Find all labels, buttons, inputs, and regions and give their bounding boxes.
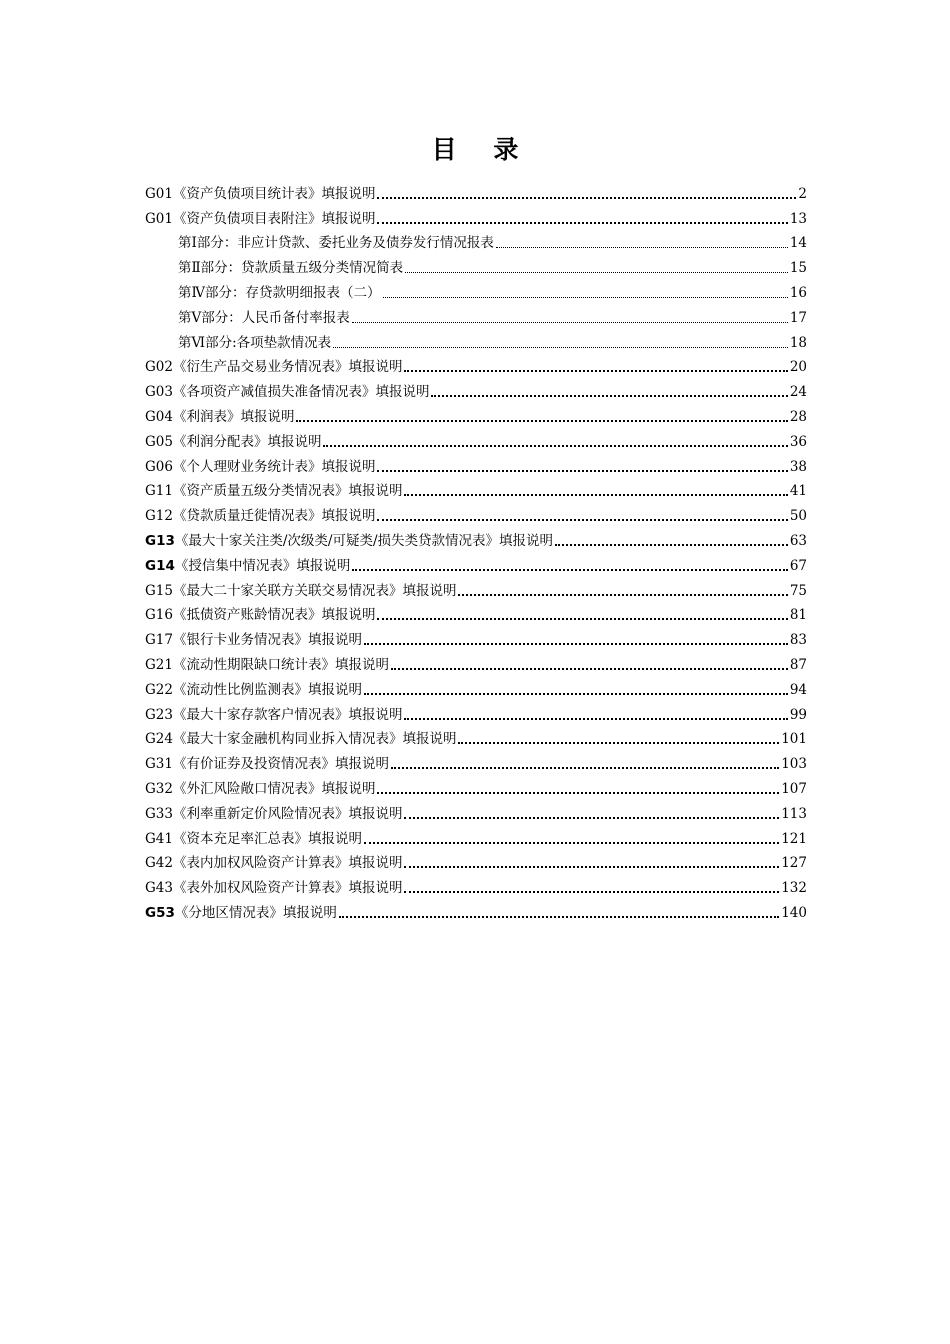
- toc-entry-page-number: 17: [789, 309, 807, 326]
- toc-entry-text: 《衍生产品交易业务情况表》填报说明: [172, 359, 403, 376]
- toc-entry-page-number: 113: [781, 805, 807, 822]
- toc-entry-code: G32: [145, 780, 173, 797]
- toc-entry-page-number: 63: [789, 532, 807, 549]
- toc-entry-label: [145, 482, 402, 500]
- toc-entry-page-number: 107: [781, 780, 807, 797]
- dot-leader: [458, 742, 779, 744]
- dot-leader: [391, 668, 788, 670]
- toc-entry-page-number: 41: [789, 483, 807, 500]
- toc-entry-label: [145, 210, 375, 228]
- toc-entry[interactable]: [145, 773, 807, 798]
- toc-entry[interactable]: [145, 277, 807, 302]
- dot-leader: [404, 817, 779, 819]
- dot-leader: [391, 767, 779, 769]
- dot-leader: [404, 891, 779, 893]
- toc-entry-code: G02: [145, 359, 173, 376]
- toc-entry-text: 《个人理财业务统计表》填报说明: [172, 458, 376, 475]
- toc-entry-page-number: 14: [789, 235, 807, 252]
- toc-entry-code: G43: [145, 880, 173, 897]
- toc-entry-text: 《最大十家存款客户情况表》填报说明: [172, 706, 403, 723]
- toc-entry-text: 第Ⅱ部分：贷款质量五级分类情况简表: [178, 260, 404, 277]
- toc-entry[interactable]: [145, 203, 807, 228]
- toc-entry-code: G01: [145, 210, 173, 227]
- toc-entry-page-number: 87: [789, 656, 807, 673]
- toc-entry[interactable]: [145, 401, 807, 426]
- toc-entry[interactable]: [145, 848, 807, 873]
- toc-entry[interactable]: [145, 897, 807, 922]
- toc-entry-code: G16: [145, 607, 173, 624]
- toc-entry-text: 《流动性比例监测表》填报说明: [172, 681, 362, 698]
- dot-leader: [404, 370, 787, 372]
- dot-leader: [458, 594, 787, 596]
- toc-entry[interactable]: [145, 525, 807, 550]
- dot-leader: [296, 420, 787, 422]
- toc-entry-code: G17: [145, 632, 173, 649]
- toc-entry[interactable]: [145, 451, 807, 476]
- toc-entry-text: 《表内加权风险资产计算表》填报说明: [172, 855, 403, 872]
- toc-entry-page-number: 121: [781, 830, 807, 847]
- toc-entry[interactable]: [145, 699, 807, 724]
- toc-entry-page-number: 50: [789, 508, 807, 525]
- dot-leader: [405, 272, 788, 273]
- dot-leader: [364, 693, 788, 695]
- toc-entry[interactable]: [145, 302, 807, 327]
- toc-entry-code: G15: [145, 582, 173, 599]
- toc-entry-page-number: 75: [789, 582, 807, 599]
- toc-entry-label: [145, 433, 321, 451]
- toc-entry-text: 《利润分配表》填报说明: [172, 433, 322, 450]
- toc-entry-label: [145, 408, 294, 426]
- dot-leader: [496, 247, 788, 248]
- toc-entry-text: 《外汇风险敞口情况表》填报说明: [172, 780, 376, 797]
- toc-entry-code: G24: [145, 731, 173, 748]
- toc-entry-page-number: 67: [789, 557, 807, 574]
- toc-entry-text: 《抵债资产账龄情况表》填报说明: [172, 607, 376, 624]
- toc-entry-label: [145, 780, 375, 798]
- toc-entry-text: 《授信集中情况表》填报说明: [174, 557, 351, 574]
- toc-entry[interactable]: [145, 798, 807, 823]
- toc-entry-label: [145, 656, 389, 674]
- dot-leader: [555, 544, 788, 546]
- toc-entry[interactable]: [145, 376, 807, 401]
- dot-leader: [377, 618, 787, 620]
- toc-entry-label: [178, 259, 403, 277]
- dot-leader: [377, 197, 796, 199]
- toc-entry[interactable]: [145, 724, 807, 749]
- toc-entry-label: [145, 755, 389, 773]
- toc-entry-page-number: 15: [789, 260, 807, 277]
- toc-entry-text: 第Ⅵ部分:各项垫款情况表: [178, 334, 332, 351]
- toc-entry-text: 《最大十家关注类/次级类/可疑类/损失类贷款情况表》填报说明: [174, 532, 554, 549]
- toc-entry-code: G21: [145, 656, 173, 673]
- toc-entry-page-number: 13: [789, 210, 807, 227]
- toc-entry[interactable]: [145, 352, 807, 377]
- toc-entry-code: G23: [145, 706, 173, 723]
- toc-entry-code: G06: [145, 458, 173, 475]
- toc-entry-text: 《资产质量五级分类情况表》填报说明: [172, 483, 403, 500]
- toc-entry-text: 第Ⅰ部分：非应计贷款、委托业务及债券发行情况报表: [178, 235, 494, 252]
- toc-entry-text: 《各项资产减值损失准备情况表》填报说明: [172, 384, 430, 401]
- toc-entry-label: [145, 706, 402, 724]
- toc-entry-page-number: 127: [781, 855, 807, 872]
- toc-entry-text: 《资产负债项目表附注》填报说明: [172, 210, 376, 227]
- toc-entry-label: [145, 185, 375, 203]
- toc-entry-label: [145, 458, 375, 476]
- toc-entry-page-number: 83: [789, 632, 807, 649]
- toc-entry-label: [145, 904, 337, 922]
- dot-leader: [404, 494, 787, 496]
- dot-leader: [431, 395, 787, 397]
- toc-entry-page-number: 81: [789, 607, 807, 624]
- toc-entry-page-number: 16: [789, 284, 807, 301]
- toc-entry-text: 《利润表》填报说明: [172, 408, 295, 425]
- toc-entry-label: [145, 507, 375, 525]
- toc-entry-page-number: 103: [781, 756, 807, 773]
- toc-entry-label: [145, 582, 456, 600]
- toc-entry-label: [145, 681, 362, 699]
- toc-entry-label: [145, 879, 402, 897]
- toc-entry-code: G03: [145, 384, 173, 401]
- toc-entry-page-number: 38: [789, 458, 807, 475]
- toc-entry-text: 《最大二十家关联方关联交易情况表》填报说明: [172, 582, 457, 599]
- toc-entry-text: 《贷款质量迁徙情况表》填报说明: [172, 508, 376, 525]
- toc-entry-text: 《资产负债项目统计表》填报说明: [172, 185, 376, 202]
- toc-entry-label: [145, 854, 402, 872]
- toc-entry-label: [145, 631, 362, 649]
- dot-leader: [352, 322, 788, 323]
- dot-leader: [404, 718, 787, 720]
- dot-leader: [352, 569, 787, 571]
- toc-entry-text: 《表外加权风险资产计算表》填报说明: [172, 880, 403, 897]
- toc-entry-code: G05: [145, 433, 173, 450]
- toc-entry-label: [145, 830, 362, 848]
- toc-entry-label: [145, 358, 402, 376]
- dot-leader: [383, 297, 788, 298]
- toc-entry-text: 《流动性期限缺口统计表》填报说明: [172, 656, 389, 673]
- dot-leader: [377, 792, 779, 794]
- toc-entry-text: 《银行卡业务情况表》填报说明: [172, 632, 362, 649]
- toc-entry-label: [145, 532, 553, 550]
- toc-entry-code: G14: [145, 557, 175, 574]
- toc-entry-page-number: 2: [798, 185, 807, 202]
- toc-entry[interactable]: [145, 178, 807, 203]
- toc-entry-label: [145, 606, 375, 624]
- toc-entry-page-number: 36: [789, 433, 807, 450]
- toc-entry-code: G12: [145, 508, 173, 525]
- toc-entry[interactable]: [145, 674, 807, 699]
- toc-entry-page-number: 140: [781, 904, 807, 921]
- toc-entry-page-number: 20: [789, 359, 807, 376]
- toc-entry-code: G33: [145, 805, 173, 822]
- dot-leader: [377, 519, 787, 521]
- toc-entry-label: [145, 383, 429, 401]
- toc-entry-label: [178, 234, 494, 252]
- toc-entry-text: 《最大十家金融机构同业拆入情况表》填报说明: [172, 731, 457, 748]
- toc-entry-page-number: 18: [789, 334, 807, 351]
- toc-entry-label: [145, 805, 402, 823]
- toc-entry-text: 第Ⅴ部分：人民币备付率报表: [178, 309, 350, 326]
- dot-leader: [377, 470, 787, 472]
- toc-entry-code: G04: [145, 408, 173, 425]
- toc-entry[interactable]: [145, 624, 807, 649]
- toc-entry[interactable]: [145, 649, 807, 674]
- dot-leader: [364, 643, 788, 645]
- toc-entry-label: [145, 730, 456, 748]
- dot-leader: [364, 842, 779, 844]
- toc-entry[interactable]: [145, 575, 807, 600]
- table-of-contents: [145, 178, 807, 922]
- toc-entry-code: G53: [145, 904, 175, 921]
- toc-entry[interactable]: [145, 476, 807, 501]
- toc-entry-code: G41: [145, 830, 173, 847]
- toc-entry-label: [178, 284, 381, 302]
- toc-entry[interactable]: [145, 228, 807, 253]
- toc-entry-page-number: 132: [781, 880, 807, 897]
- dot-leader: [339, 916, 779, 918]
- toc-entry-text: 《利率重新定价风险情况表》填报说明: [172, 805, 403, 822]
- toc-entry[interactable]: [145, 426, 807, 451]
- toc-entry-page-number: 99: [789, 706, 807, 723]
- toc-entry-page-number: 28: [789, 408, 807, 425]
- toc-entry[interactable]: [145, 872, 807, 897]
- toc-title: 目 录: [431, 135, 533, 164]
- toc-entry-page-number: 101: [781, 731, 807, 748]
- toc-entry-code: G31: [145, 756, 173, 773]
- toc-entry-page-number: 24: [789, 384, 807, 401]
- toc-entry-code: G01: [145, 185, 173, 202]
- toc-entry[interactable]: [145, 252, 807, 277]
- toc-entry[interactable]: [145, 600, 807, 625]
- toc-entry-label: [178, 334, 331, 352]
- dot-leader: [377, 222, 787, 224]
- toc-entry-text: 《有价证券及投资情况表》填报说明: [172, 756, 389, 773]
- toc-entry-code: G22: [145, 681, 173, 698]
- toc-entry-label: [178, 309, 350, 327]
- toc-entry[interactable]: [145, 327, 807, 352]
- toc-entry-code: G42: [145, 855, 173, 872]
- dot-leader: [333, 347, 788, 348]
- toc-entry-text: 第Ⅳ部分：存贷款明细报表（二）: [178, 284, 381, 301]
- dot-leader: [404, 866, 779, 868]
- toc-entry[interactable]: [145, 500, 807, 525]
- toc-entry-page-number: 94: [789, 681, 807, 698]
- toc-entry-label: [145, 557, 350, 575]
- toc-entry[interactable]: [145, 748, 807, 773]
- toc-entry-code: G13: [145, 532, 175, 549]
- toc-entry-code: G11: [145, 483, 173, 500]
- toc-entry-text: 《资本充足率汇总表》填报说明: [172, 830, 362, 847]
- toc-entry[interactable]: [145, 823, 807, 848]
- toc-entry[interactable]: [145, 550, 807, 575]
- dot-leader: [323, 445, 787, 447]
- toc-entry-text: 《分地区情况表》填报说明: [174, 904, 337, 921]
